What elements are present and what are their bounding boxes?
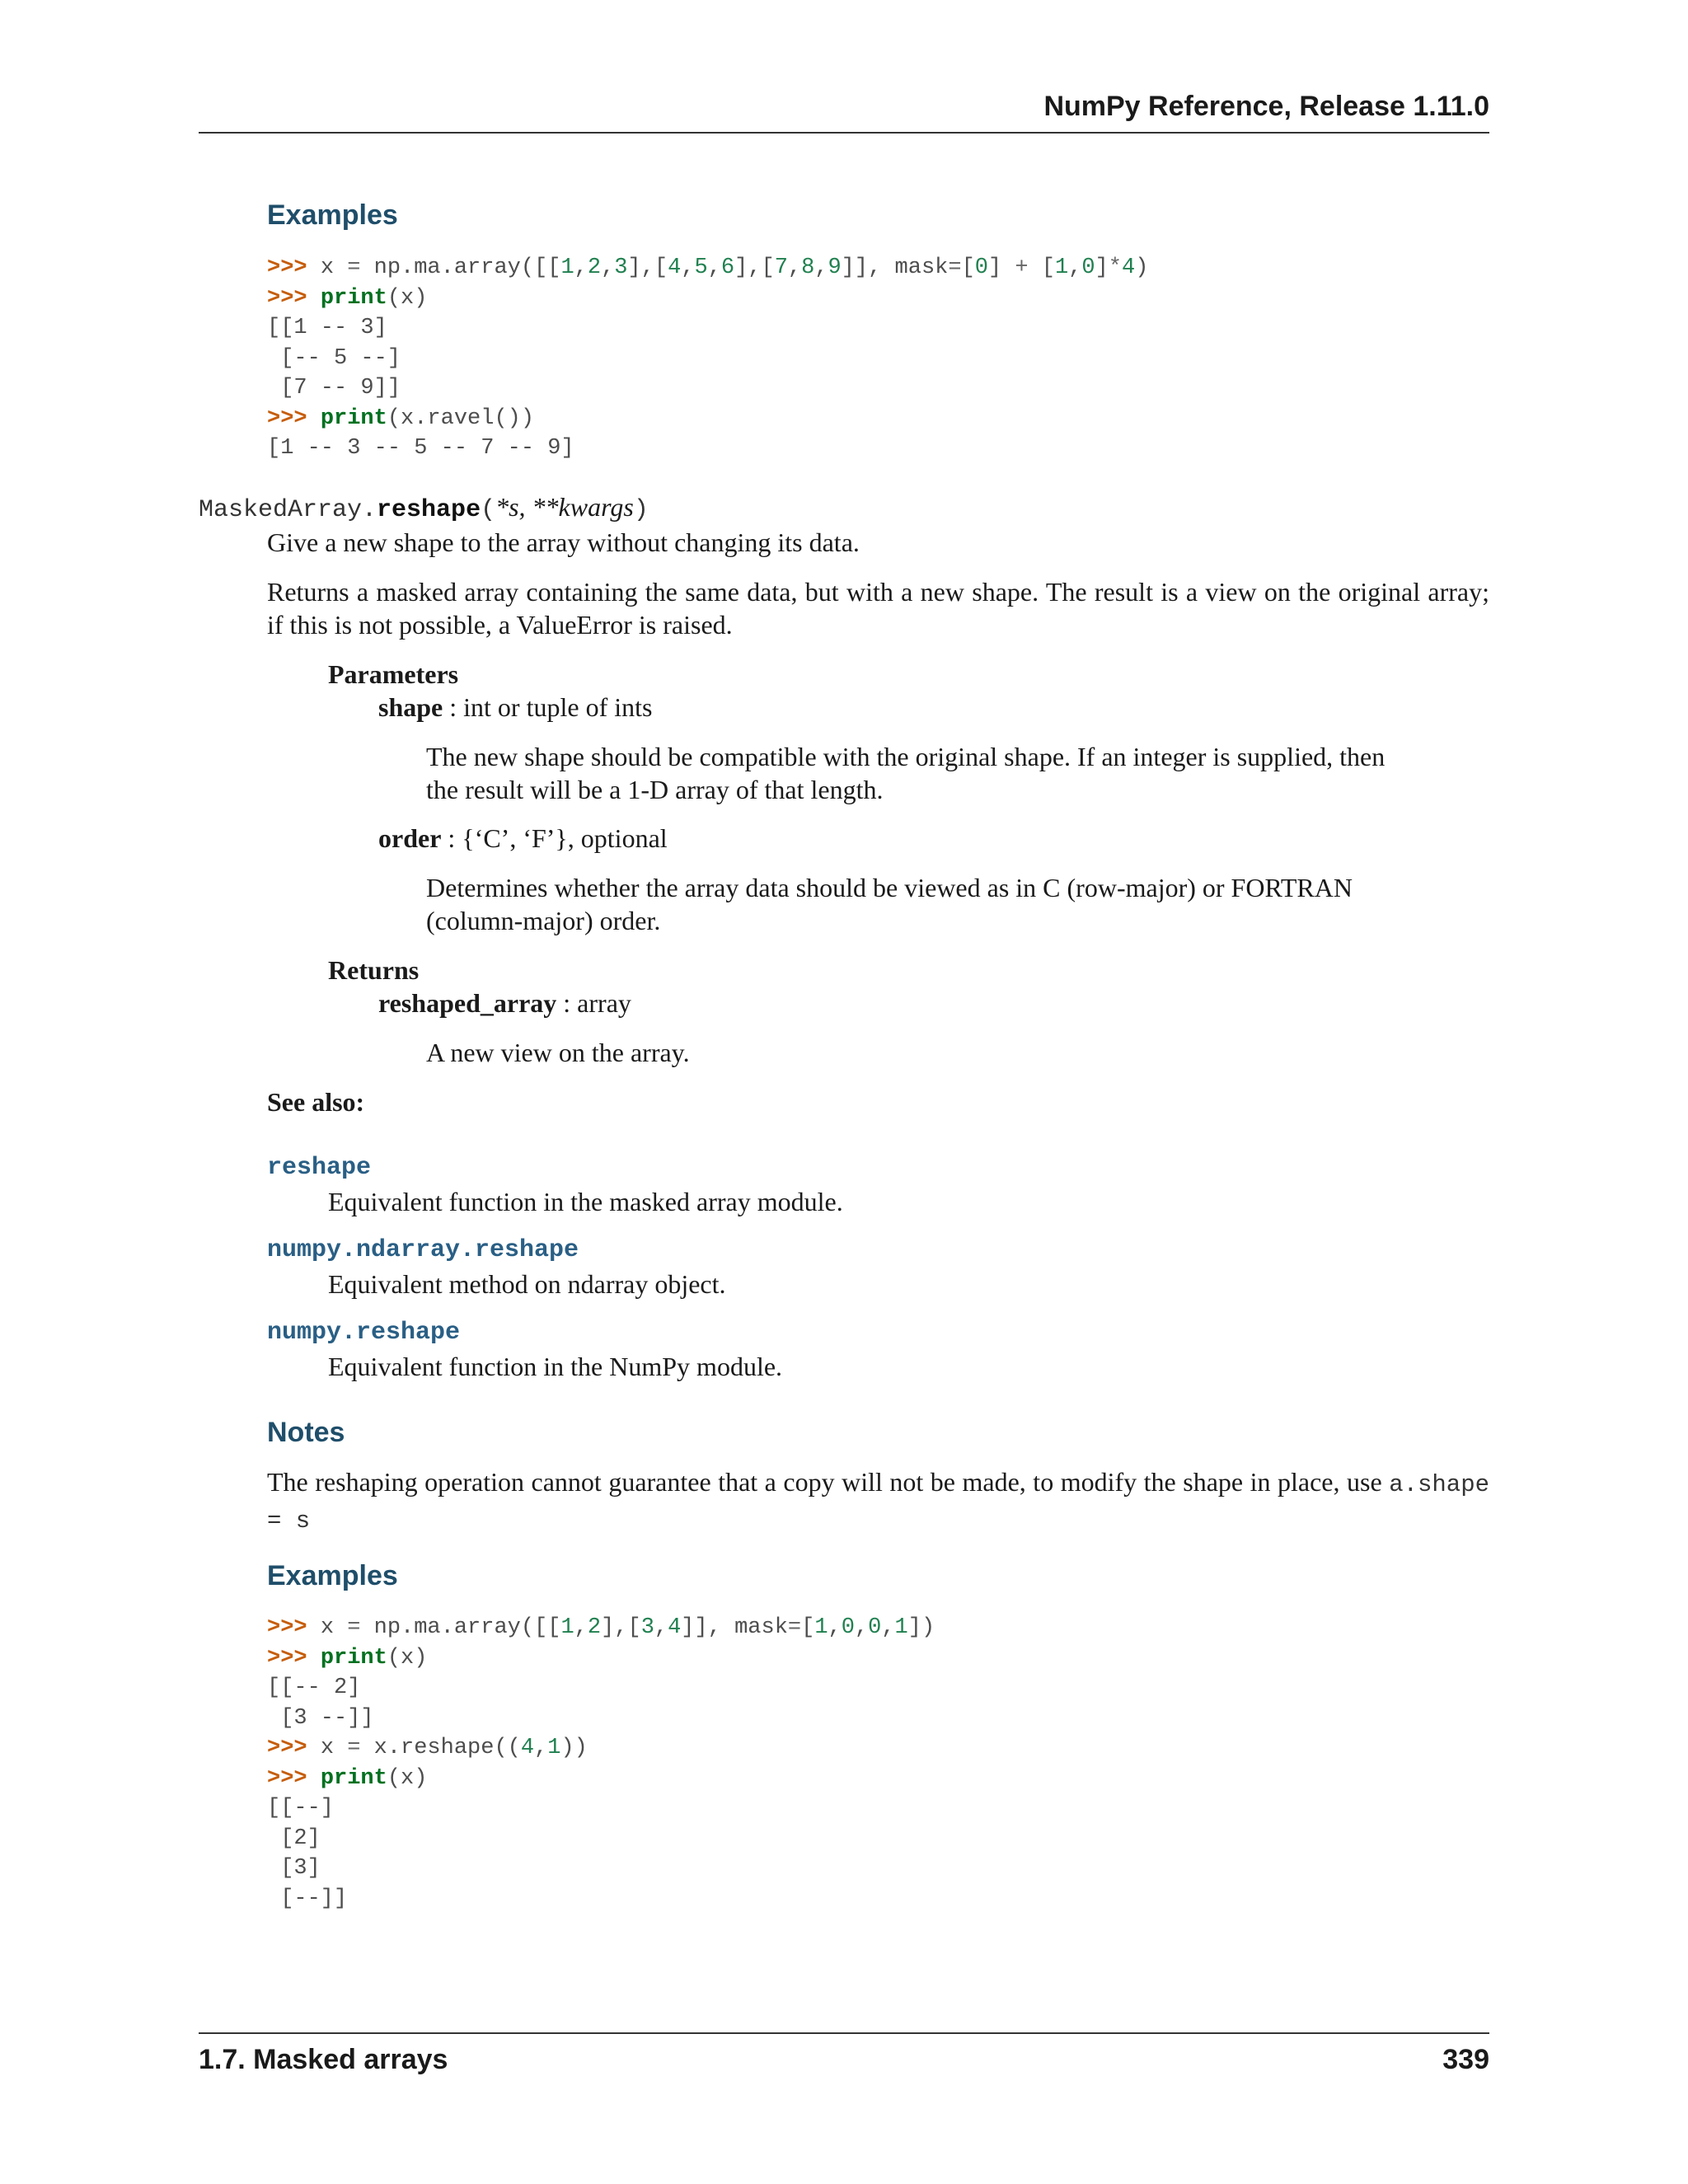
signature-open-paren: ( [481, 496, 496, 524]
code-example-2-line: [--]] [267, 1886, 348, 1911]
code-example-2-line: [[-- 2] [267, 1675, 361, 1700]
running-title: NumPy Reference, Release 1.11.0 [1043, 91, 1489, 122]
code-example-2-line: [2] [267, 1825, 321, 1851]
param-shape-type: : int or tuple of ints [443, 692, 653, 722]
see-also-link-numpy-reshape[interactable]: numpy.reshape [267, 1319, 461, 1347]
notes-inline-code: a.shape = s [267, 1471, 1490, 1535]
param-order [378, 822, 668, 855]
code-example-2-line: >>> print(x) [267, 1645, 428, 1671]
notes-heading: Notes [267, 1417, 345, 1448]
param-shape-description: The new shape should be compatible with the original shape. If an integer is supplied, then the result will be a 1-D array of that length. [426, 742, 1386, 804]
examples-heading-2: Examples [267, 1560, 398, 1591]
notes-body: The reshaping operation cannot guarantee that a copy will not be made, to modify the shape in place, use [267, 1467, 1382, 1497]
page-header [199, 91, 1489, 134]
see-also-link-ndarray-reshape[interactable]: numpy.ndarray.reshape [267, 1236, 579, 1264]
code-example-1-line: >>> x = np.ma.array([[1,2,3],[4,5,6],[7,8,9]], mask=[0] + [1,0]*4) [267, 255, 1149, 280]
code-example-1-line: [1 -- 3 -- 5 -- 7 -- 9] [267, 436, 574, 461]
page-footer [199, 2032, 1489, 2083]
param-order-name: order [378, 823, 442, 853]
return-type: : array [556, 988, 631, 1018]
code-example-1-line: >>> print(x.ravel()) [267, 405, 535, 431]
see-also-heading: See also: [267, 1087, 365, 1117]
code-example-1-line: [[1 -- 3] [267, 316, 387, 340]
return-value [378, 987, 631, 1019]
code-example-2-line: [[--] [267, 1796, 335, 1821]
code-example-1 [267, 253, 1148, 464]
signature-close-paren: ) [633, 496, 649, 524]
code-example-2-line: [3] [267, 1856, 321, 1881]
see-also-desc-reshape: Equivalent function in the masked array module. [328, 1187, 843, 1216]
page-number: 339 [1442, 2044, 1489, 2075]
footer-section: 1.7. Masked arrays [199, 2044, 448, 2075]
notes-text [267, 1465, 1489, 1538]
see-also-desc-ndarray-reshape: Equivalent method on ndarray object. [328, 1269, 726, 1299]
return-name: reshaped_array [378, 988, 557, 1018]
method-description: Returns a masked array containing the same data, but with a new shape. The result is a view on the original array; if this is not possible, a ValueError is raised. [267, 577, 1489, 640]
method-signature [199, 492, 649, 524]
code-example-1-line: >>> print(x) [267, 285, 428, 311]
signature-args: *s, **kwargs [495, 492, 634, 522]
code-example-2-line: >>> print(x) [267, 1765, 428, 1791]
param-shape [378, 691, 652, 724]
return-description: A new view on the array. [426, 1038, 690, 1067]
parameters-heading: Parameters [328, 659, 459, 689]
param-order-type: : {‘C’, ‘F’}, optional [441, 823, 668, 853]
code-example-2-line: >>> x = x.reshape((4,1)) [267, 1736, 588, 1760]
signature-class: MaskedArray. [199, 496, 377, 524]
see-also-desc-numpy-reshape: Equivalent function in the NumPy module. [328, 1352, 783, 1381]
see-also-link-reshape[interactable]: reshape [267, 1154, 372, 1182]
signature-method: reshape [377, 496, 481, 524]
code-example-2-line: >>> x = np.ma.array([[1,2],[3,4]], mask=[1,0,0,1]) [267, 1615, 935, 1640]
param-shape-name: shape [378, 692, 443, 722]
code-example-1-line: [7 -- 9]] [267, 376, 401, 401]
code-example-2 [267, 1613, 935, 1914]
method-summary: Give a new shape to the array without changing its data. [267, 527, 860, 557]
code-example-2-line: [3 --]] [267, 1705, 374, 1731]
code-example-1-line: [-- 5 --] [267, 345, 401, 371]
param-order-description: Determines whether the array data should be viewed as in C (row-major) or FORTRAN (column-major) order. [426, 873, 1353, 935]
examples-heading: Examples [267, 199, 398, 231]
returns-heading: Returns [328, 955, 420, 985]
